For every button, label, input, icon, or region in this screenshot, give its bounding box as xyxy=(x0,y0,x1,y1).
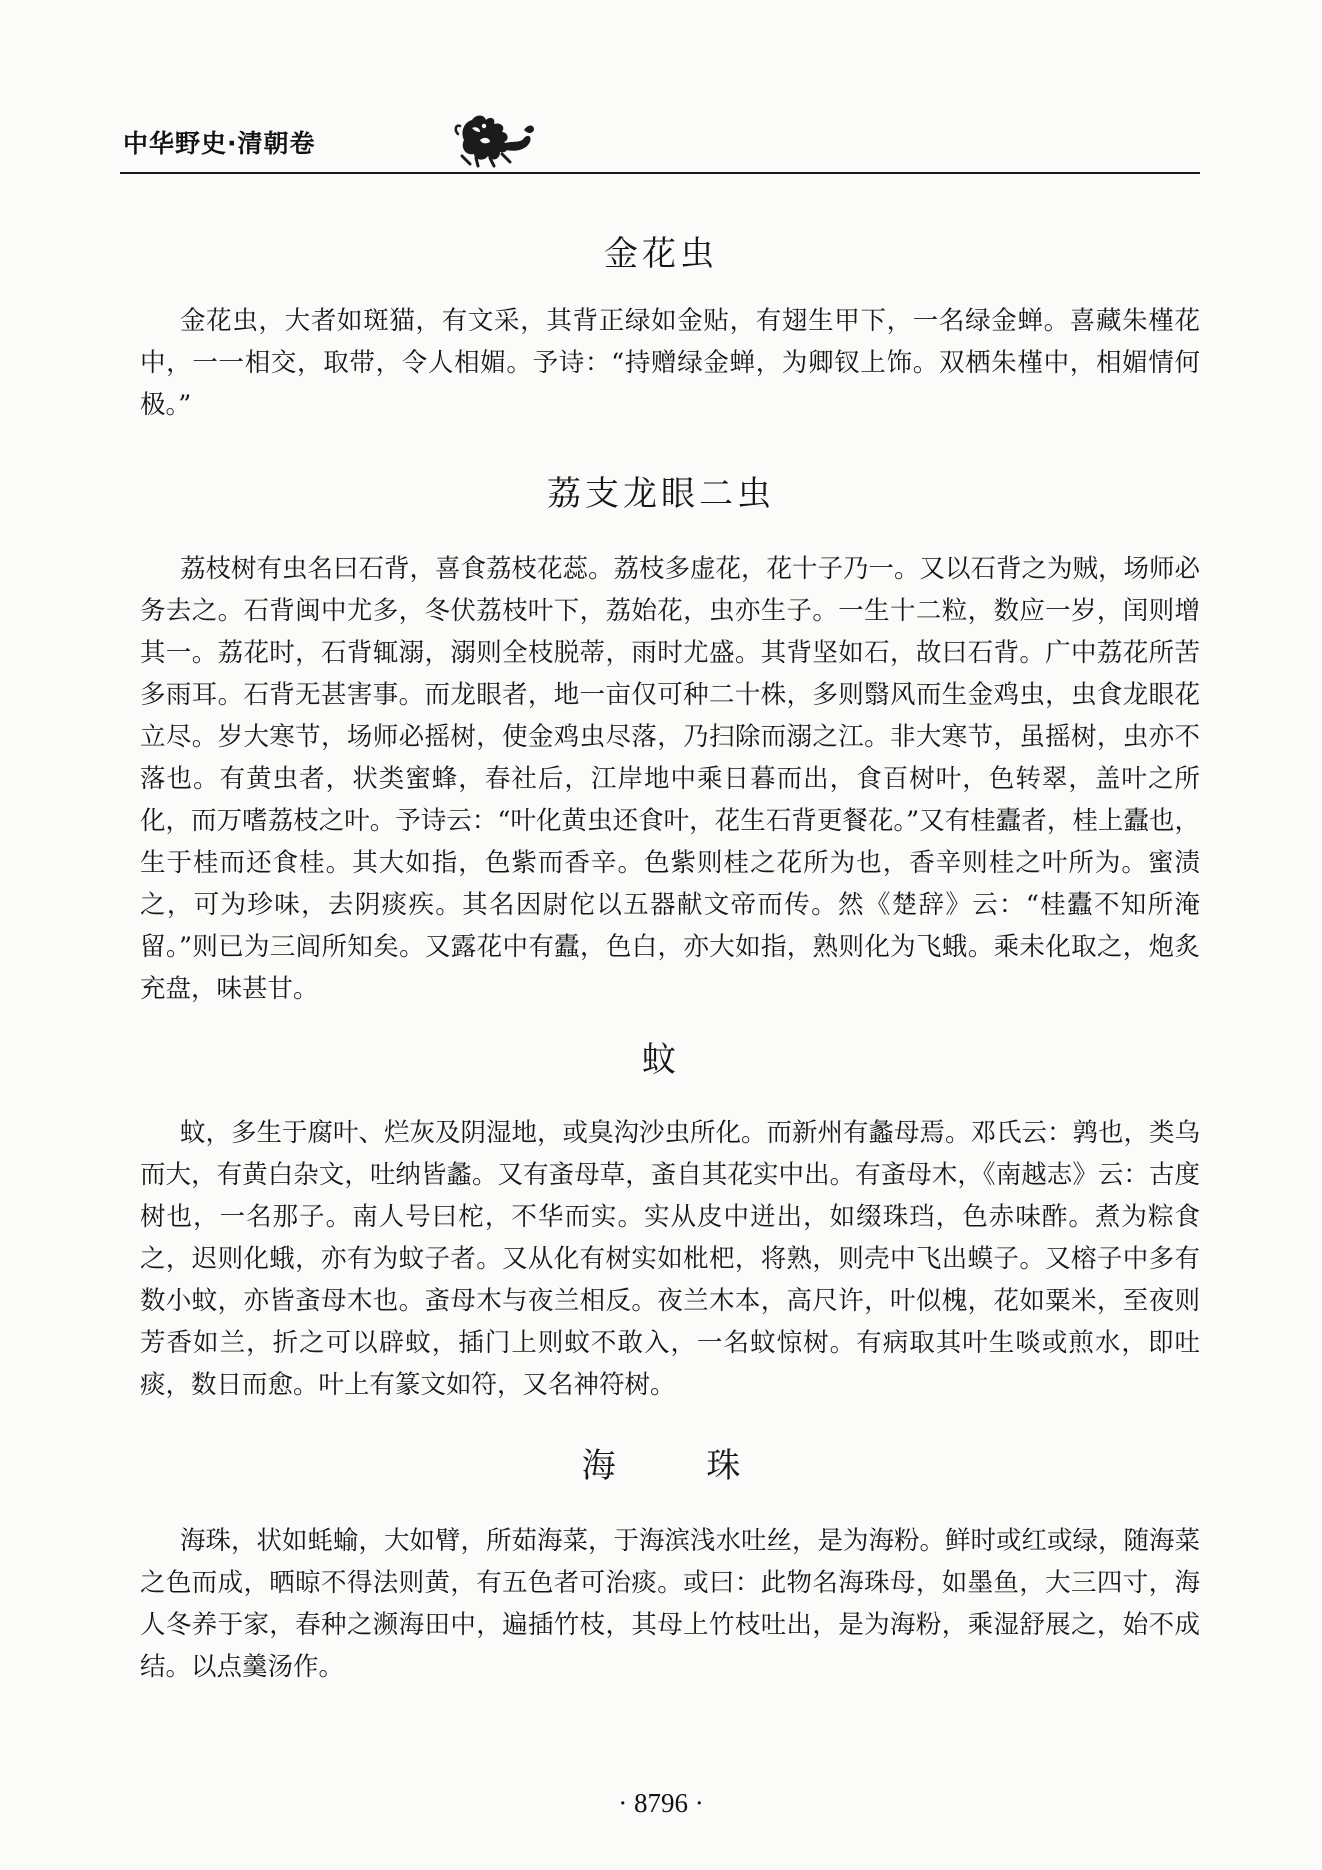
section-title-lizhi-longyan: 荔支龙眼二虫 xyxy=(547,474,775,514)
dragon-emblem-icon xyxy=(450,110,536,168)
running-header-title: 中华野史·清朝卷 xyxy=(123,129,316,158)
running-header xyxy=(120,118,1200,178)
section-title-jinhuachong: 金花虫 xyxy=(604,234,718,274)
header-divider xyxy=(120,172,1200,174)
section-title-haizhu: 海 珠 xyxy=(581,1446,781,1486)
section-paragraph: 荔枝树有虫名曰石背，喜食荔枝花蕊。荔枝多虚花，花十子乃一。又以石背之为贼，场师必务去之。石背闽中尤多，冬伏荔枝叶下，荔始花，虫亦生子。一生十二粒，数应一岁，闰则增其一。荔花时，石背辄溺，溺则全枝脱蒂，雨时尤盛。其背坚如石，故曰石背。广中荔花所苦多雨耳。石背无甚害事。而龙眼者，地一亩仅可种二十株，多则翳风而生金鸡虫，虫食龙眼花立尽。岁大寒节，场师必摇树，使金鸡虫尽落，乃扫除而溺之江。非大寒节，虽摇树，虫亦不落也。有黄虫者，状类蜜蜂，春社后，江岸地中乘日暮而出，食百树叶，色转翠，盖叶之所化，而万嗜荔枝之叶。予诗云：“叶化黄虫还食叶，花生石背更餐花。”又有桂蠹者，桂上蠹也，生于桂而还食桂。其大如指，色紫而香辛。色紫则桂之花所为也，香辛则桂之叶所为。蜜渍之，可为珍味，去阴痰疾。其名因尉佗以五器献文帝而传。然《楚辞》云：“桂蠹不知所淹留。”则已为三闾所知矣。又露花中有蠹，色白，亦大如指，熟则化为飞蛾。乘未化取之，炮炙充盘，味甚甘。 xyxy=(140,554,1201,1004)
section-title-wen: 蚊 xyxy=(642,1040,680,1080)
page-number: · 8796 · xyxy=(618,1788,704,1818)
section-paragraph: 蚊，多生于腐叶、烂灰及阴湿地，或臭沟沙虫所化。而新州有蠡母焉。邓氏云：鹑也，类乌而大，有黄白杂文，吐纳皆蠡。又有蚉母草，蚉自其花实中出。有蚉母木，《南越志》云：古度树也，一名那子。南人号曰柁，不华而实。实从皮中迸出，如缀珠珰，色赤味酢。煮为粽食之，迟则化蛾，亦有为蚊子者。又从化有树实如枇杷，将熟，则壳中飞出蟆子。又榕子中多有数小蚊，亦皆蚉母木也。蚉母木与夜兰相反。夜兰木本，高尺许，叶似槐，花如粟米，至夜则芳香如兰，折之可以辟蚊，插门上则蚊不敢入，一名蚊惊树。有病取其叶生啖或煎水，即吐痰，数日而愈。叶上有篆文如符，又名神符树。 xyxy=(140,1118,1201,1400)
section-paragraph: 海珠，状如蚝蝓，大如臂，所茹海菜，于海滨浅水吐丝，是为海粉。鲜时或红或绿，随海菜之色而成，晒晾不得法则黄，有五色者可治痰。或曰：此物名海珠母，如墨鱼，大三四寸，海人冬养于家，春种之濒海田中，遍插竹枝，其母上竹枝吐出，是为海粉，乘湿舒展之，始不成结。以点羹汤作。 xyxy=(140,1526,1201,1682)
section-paragraph: 金花虫，大者如斑猫，有文采，其背正绿如金贴，有翅生甲下，一名绿金蝉。喜藏朱槿花中，一一相交，取带，令人相媚。予诗：“持赠绿金蝉，为卿钗上饰。双栖朱槿中，相媚情何极。” xyxy=(140,306,1200,420)
